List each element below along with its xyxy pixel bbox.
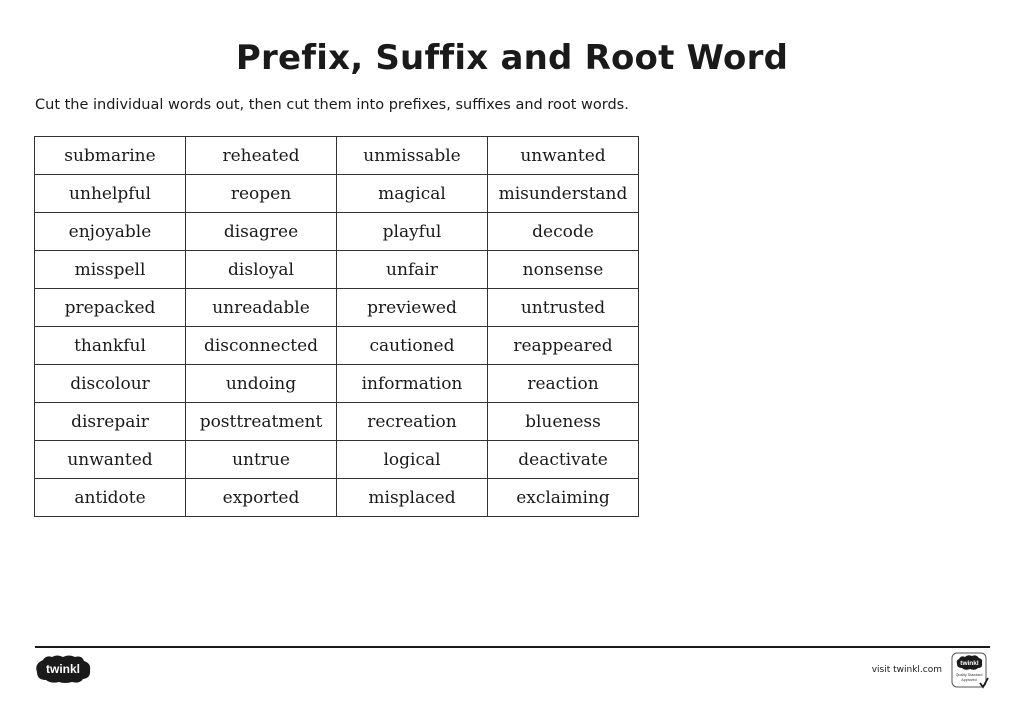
word-cell: untrusted: [488, 289, 639, 327]
word-cell: antidote: [35, 479, 186, 517]
word-cell: disloyal: [186, 251, 337, 289]
word-cell: submarine: [35, 137, 186, 175]
word-cell: untrue: [186, 441, 337, 479]
word-cell: disagree: [186, 213, 337, 251]
word-cell: misspell: [35, 251, 186, 289]
word-cell: reappeared: [488, 327, 639, 365]
footer-divider: [35, 646, 990, 648]
word-cell: recreation: [337, 403, 488, 441]
table-row: [35, 403, 639, 441]
quality-badge: [951, 652, 989, 690]
table-row: [35, 441, 639, 479]
page-title: Prefix, Suffix and Root Word: [235, 38, 789, 78]
word-cell: information: [337, 365, 488, 403]
word-cell: playful: [337, 213, 488, 251]
word-cell: unhelpful: [35, 175, 186, 213]
table-row: [35, 137, 639, 175]
logo-text: twinkl: [45, 662, 81, 676]
instructions-text: Cut the individual words out, then cut them into prefixes, suffixes and root words.: [35, 97, 629, 113]
word-cell: disconnected: [186, 327, 337, 365]
word-table: [34, 136, 639, 517]
table-row: [35, 479, 639, 517]
word-cell: enjoyable: [35, 213, 186, 251]
word-cell: unmissable: [337, 137, 488, 175]
word-cell: previewed: [337, 289, 488, 327]
table-row: [35, 251, 639, 289]
word-cell: prepacked: [35, 289, 186, 327]
word-cell: unreadable: [186, 289, 337, 327]
word-cell: disrepair: [35, 403, 186, 441]
table-row: [35, 289, 639, 327]
table-row: [35, 327, 639, 365]
word-cell: cautioned: [337, 327, 488, 365]
word-cell: deactivate: [488, 441, 639, 479]
word-cell: exported: [186, 479, 337, 517]
table-row: [35, 175, 639, 213]
twinkl-logo[interactable]: [34, 654, 92, 684]
word-cell: misplaced: [337, 479, 488, 517]
word-cell: unwanted: [488, 137, 639, 175]
word-cell: reaction: [488, 365, 639, 403]
word-cell: magical: [337, 175, 488, 213]
word-cell: misunderstand: [488, 175, 639, 213]
badge-line1-text: Quality Standard: [955, 673, 983, 677]
word-cell: thankful: [35, 327, 186, 365]
visit-link[interactable]: visit twinkl.com: [871, 665, 942, 675]
table-row: [35, 213, 639, 251]
word-cell: posttreatment: [186, 403, 337, 441]
word-cell: blueness: [488, 403, 639, 441]
word-cell: reheated: [186, 137, 337, 175]
word-table-body: [35, 137, 639, 517]
word-cell: logical: [337, 441, 488, 479]
badge-line2-text: Approved: [961, 678, 977, 682]
word-cell: nonsense: [488, 251, 639, 289]
badge-brand-text: twinkl: [960, 660, 979, 667]
word-cell: unwanted: [35, 441, 186, 479]
word-cell: reopen: [186, 175, 337, 213]
word-cell: discolour: [35, 365, 186, 403]
word-cell: decode: [488, 213, 639, 251]
word-cell: undoing: [186, 365, 337, 403]
table-row: [35, 365, 639, 403]
word-cell: exclaiming: [488, 479, 639, 517]
word-cell: unfair: [337, 251, 488, 289]
